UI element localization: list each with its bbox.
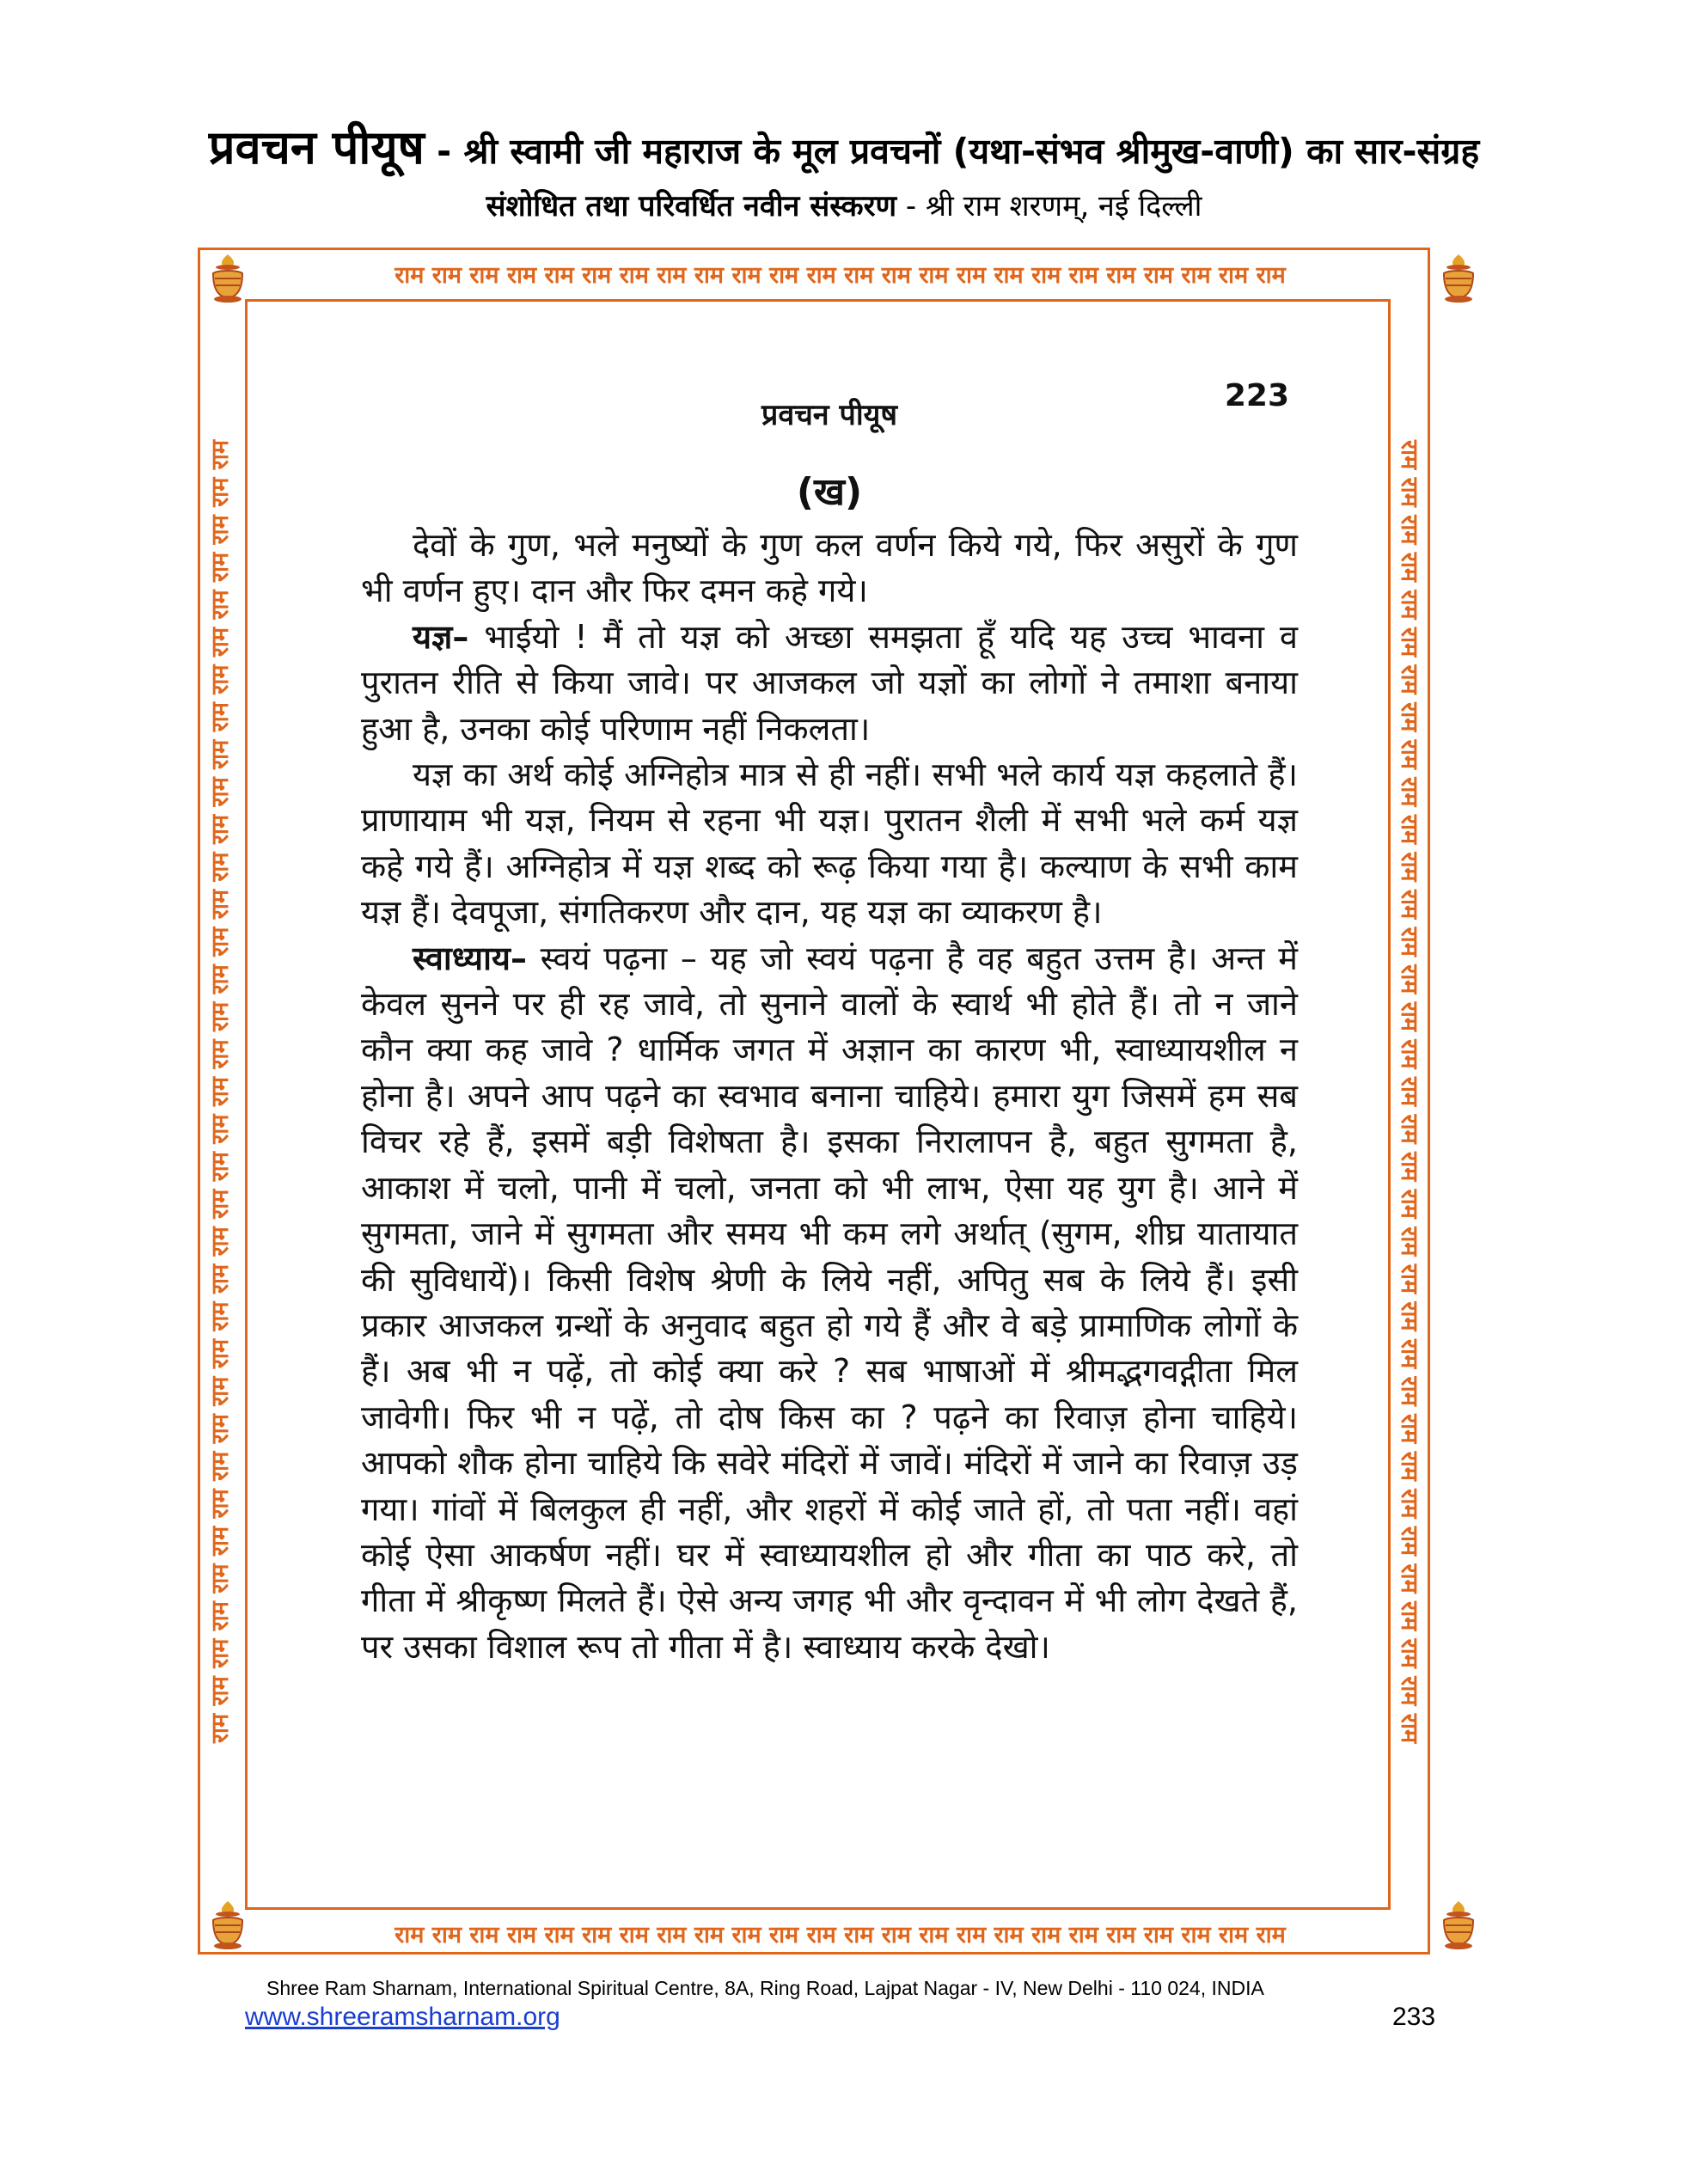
ram-border-right: राम राम राम राम राम राम राम राम राम राम राम राम राम राम राम राम राम राम राम राम राम राम राम राम राम राम राम राम राम राम राम राम राम राम राम <box>1396 440 1422 1743</box>
page-number: 233 <box>1392 2003 1436 2031</box>
term-swadhyay: स्वाध्याय– <box>413 939 527 977</box>
ram-border-left: राम राम राम राम राम राम राम राम राम राम राम राम राम राम राम राम राम राम राम राम राम राम राम राम राम राम राम राम राम राम राम राम राम राम राम <box>207 440 234 1743</box>
book-title: प्रवचन पीयूष <box>208 120 425 174</box>
document-header-line-2 <box>0 185 1688 224</box>
paragraph <box>361 615 1298 752</box>
header-subtitle: - श्री स्वामी जी महाराज के मूल प्रवचनों (यथा-संभव श्रीमुख-वाणी) का सार-संग्रह <box>437 131 1480 172</box>
section-heading: (ख) <box>796 470 863 514</box>
scanned-page <box>361 378 1298 1670</box>
term-yajna: यज्ञ– <box>413 617 469 656</box>
kalash-icon <box>1432 251 1485 304</box>
paragraph: देवों के गुण, भले मनुष्यों के गुण कल वर्णन किये गये, फिर असुरों के गुण भी वर्णन हुए। दान और फिर दमन कहे गये। <box>361 526 1298 610</box>
paragraph: यज्ञ का अर्थ कोई अग्निहोत्र मात्र से ही नहीं। सभी भले कार्य यज्ञ कहलाते हैं। प्राणायाम भी यज्ञ, नियम से रहना भी यज्ञ। पुरातन शैली में सभी भले कर्म यज्ञ कहे गये हैं। अग्निहोत्र में यज्ञ शब्द को रूढ़ किया गया है। कल्याण के सभी काम यज्ञ हैं। देवपूजा, संगतिकरण और दान, यह यज्ञ का व्याकरण है। <box>361 756 1298 932</box>
kalash-icon <box>1432 1898 1485 1951</box>
running-title: प्रवचन पीयूष <box>761 398 898 432</box>
paragraph <box>361 936 1298 1671</box>
document-header-line-1 <box>0 113 1688 177</box>
publisher-note: - श्री राम शरणम्, नई दिल्ली <box>905 189 1202 223</box>
kalash-icon <box>201 251 254 304</box>
edition-note: संशोधित तथा परिवर्धित नवीन संस्करण <box>486 189 897 223</box>
paragraph-text: भाईयो ! मैं तो यज्ञ को अच्छा समझता हूँ यदि यह उच्च भावना व पुरातन रीति से किया जावे। पर आजकल जो यज्ञों का लोगों ने तमाशा बनाया हुआ है, उनका कोई परिणाम नहीं निकलता। <box>361 617 1298 748</box>
kalash-icon <box>201 1898 254 1951</box>
website-link[interactable]: www.shreeramsharnam.org <box>245 2003 560 2031</box>
scan-page-number: 223 <box>1224 378 1289 413</box>
footer-address: Shree Ram Sharnam, International Spiritual Centre, 8A, Ring Road, Lajpat Nagar - IV, New Delhi - 110 024, INDIA <box>266 1977 1264 1999</box>
running-header <box>361 378 1298 430</box>
ram-border-top: राम राम राम राम राम राम राम राम राम राम राम राम राम राम राम राम राम राम राम राम राम राम राम राम <box>394 262 1286 289</box>
paragraph-text: स्वयं पढ़ना – यह जो स्वयं पढ़ना है वह बहुत उत्तम है। अन्त में केवल सुनने पर ही रह जावे, तो सुनाने वालों के स्वार्थ भी होते हैं। तो न जाने कौन क्या कह जावे ? धार्मिक जगत में अज्ञान का कारण भी, स्वाध्यायशील न होना है। अपने आप पढ़ने का स्वभाव बनाना चाहिये। हमारा युग जिसमें हम सब विचर रहे हैं, इसमें बड़ी विशेषता है। इसका निरालापन है, बहुत सुगमता है, आकाश में चलो, पानी में चलो, जनता को भी लाभ, ऐसा यह युग है। आने में सुगमता, जाने में सुगमता और समय भी कम लगे अर्थात् (सुगम, शीघ्र यातायात की सुविधायें)। किसी विशेष श्रेणी के लिये नहीं, अपितु सब के लिये हैं। इसी प्रकार आजकल ग्रन्थों के अनुवाद बहुत हो गये हैं और वे बड़े प्रामाणिक लोगों के हैं। अब भी न पढ़ें, तो कोई क्या करे ? सब भाषाओं में श्रीमद्भगवद्गीता मिल जावेगी। फिर भी न पढ़ें, तो दोष किस का ? पढ़ने का रिवाज़ होना चाहिये। आपको शौक होना चाहिये कि सवेरे मंदिरों में जावें। मंदिरों में जाने का रिवाज़ उड़ गया। गांवों में बिलकुल ही नहीं, और शहरों में कोई जाते हों, तो पता नहीं। वहां कोई ऐसा आकर्षण नहीं। घर में स्वाध्यायशील हो और गीता का पाठ करे, तो गीता में श्रीकृष्ण मिलते हैं। ऐसे अन्य जगह भी और वृन्दावन में भी लोग देखते हैं, पर उसका विशाल रूप तो गीता में है। स्वाध्याय करके देखो। <box>361 939 1298 1666</box>
ram-border-bottom: राम राम राम राम राम राम राम राम राम राम राम राम राम राम राम राम राम राम राम राम राम राम राम राम <box>394 1922 1286 1948</box>
